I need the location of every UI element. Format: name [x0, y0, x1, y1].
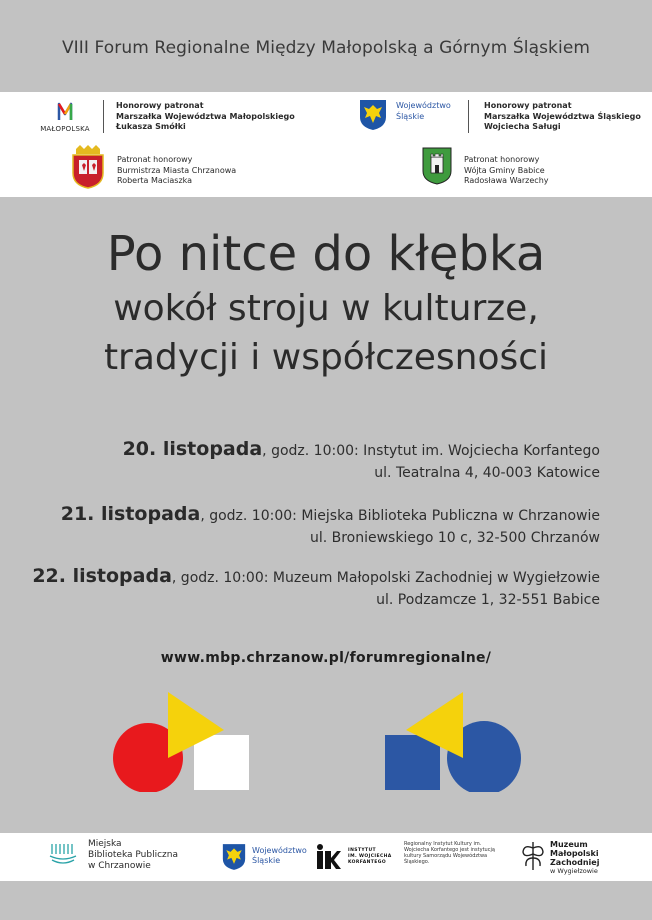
patron-line: Marszałka Województwa Małopolskiego: [116, 111, 295, 121]
chrzanow-patron-text: [117, 155, 236, 187]
patron-line: Wójta Gminy Babice: [464, 165, 545, 175]
event-date: 22. listopada: [32, 565, 172, 587]
event-item: [61, 503, 600, 549]
slaskie-footer-crest: [222, 843, 246, 871]
slaskie-patron-text: [484, 101, 641, 133]
geometric-shapes-right: [380, 688, 530, 792]
malopolska-logo-text: MAŁOPOLSKA: [40, 125, 90, 133]
malopolska-logo: [37, 100, 93, 132]
babice-patron-text: [464, 155, 549, 187]
museum-text: [550, 840, 599, 876]
event-details: , godz. 10:00: Miejska Biblioteka Publiczna w Chrzanowie: [200, 508, 600, 524]
divider-line: [468, 100, 469, 133]
event-address: ul. Broniewskiego 10 c, 32-500 Chrzanów: [309, 530, 600, 546]
event-details: , godz. 10:00: Muzeum Małopolski Zachodniej w Wygiełzowie: [171, 570, 600, 586]
patron-line: Honorowy patronat: [116, 101, 204, 110]
slaskie-crest: [359, 99, 387, 131]
mbp-line: Miejska: [88, 839, 122, 849]
forum-title: VIII Forum Regionalne Między Małopolską a Górnym Śląskiem: [61, 38, 591, 58]
mbp-label: [88, 839, 178, 872]
slaskie-name: Śląskie: [252, 856, 281, 865]
slaskie-name: Śląskie: [396, 111, 425, 121]
babice-coat-of-arms-icon: [422, 147, 452, 185]
slaskie-name: Województwo: [396, 101, 451, 110]
museum-line: w Wygiełzowie: [550, 867, 598, 875]
subtitle-line-1: wokół stroju w kulturze,: [113, 288, 539, 329]
patron-line: Radosława Warzechy: [464, 176, 549, 185]
patron-line: Wojciecha Saługi: [484, 122, 561, 131]
slaskie-name: Województwo: [252, 846, 307, 855]
rik-note: Regionalny Instytut Kultury im. Wojciecha Korfantego jest instytucją kultury Samorządu Województwa Śląskiego.: [404, 841, 495, 865]
library-icon: [48, 842, 78, 868]
event-date: 21. listopada: [60, 503, 201, 525]
subtitle-line-2: tradycji i współczesności: [103, 337, 549, 378]
event-details: , godz. 10:00: Instytut im. Wojciecha Korfantego: [262, 443, 600, 459]
chrzanow-crest: [70, 145, 106, 189]
malopolska-m-icon: [37, 100, 93, 122]
patron-line: Patronat honorowy: [117, 155, 193, 164]
korfanty-line: INSTYTUT: [348, 848, 377, 853]
event-heading: [61, 503, 600, 527]
patron-line: Burmistrza Miasta Chrzanowa: [117, 165, 237, 175]
event-address: ul. Podzamcze 1, 32-551 Babice: [376, 592, 600, 608]
mbp-line: Biblioteka Publiczna: [88, 850, 178, 860]
blue-square: [385, 735, 440, 790]
geometric-shapes-left: [108, 688, 258, 792]
patron-line: Marszałka Województwa Śląskiego: [484, 111, 641, 121]
malopolska-patron-text: [116, 101, 295, 133]
museum-logo: [520, 840, 546, 872]
korfanty-text: [348, 848, 392, 866]
babice-crest: [422, 147, 452, 185]
event-address: ul. Teatralna 4, 40-003 Katowice: [374, 465, 600, 481]
white-square: [194, 735, 249, 790]
main-title: Po nitce do kłębka: [106, 226, 546, 282]
eagle-crest-icon: [359, 99, 387, 131]
museum-line: Zachodniej: [550, 858, 600, 867]
patron-line: Patronat honorowy: [464, 155, 540, 164]
korfanty-ik-icon: [314, 843, 342, 871]
museum-line: Małopolski: [550, 849, 599, 858]
mbp-line: w Chrzanowie: [88, 861, 151, 871]
event-heading: [32, 565, 600, 589]
divider-line: [103, 100, 104, 133]
event-heading: [123, 438, 600, 462]
chrzanow-coat-of-arms-icon: [70, 145, 106, 189]
mbp-logo: [48, 842, 78, 868]
museum-line: Muzeum: [550, 840, 588, 849]
event-item: [123, 438, 600, 484]
korfanty-line: KORFANTEGO: [348, 860, 387, 865]
patron-line: Roberta Maciaszka: [117, 176, 193, 185]
patron-line: Honorowy patronat: [484, 101, 572, 110]
museum-ornament-icon: [520, 840, 546, 872]
korfanty-line: IM. WOJCIECHA: [348, 854, 392, 859]
event-item: [32, 565, 600, 611]
patron-line: Łukasza Smółki: [116, 122, 186, 131]
website-link[interactable]: www.mbp.chrzanow.pl/forumregionalne/: [160, 650, 492, 666]
event-date: 20. listopada: [122, 438, 263, 460]
eagle-crest-icon: [222, 843, 246, 871]
slaskie-footer-text: [252, 846, 307, 866]
korfanty-logo: [314, 843, 342, 871]
slaskie-logo-text: [396, 101, 451, 122]
